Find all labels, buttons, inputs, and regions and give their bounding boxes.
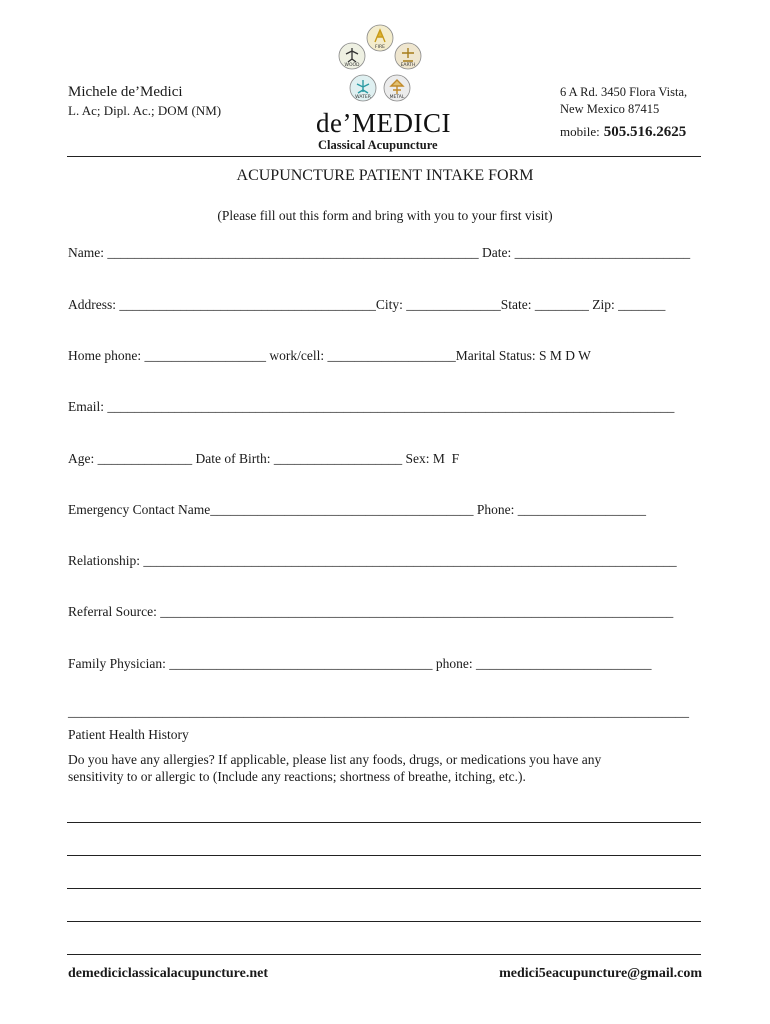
relationship-field-row[interactable]: Relationship: _______________________________________________________________________________: [68, 553, 677, 568]
practitioner-credentials: L. Ac; Dipl. Ac.; DOM (NM): [68, 103, 222, 118]
wood-element-label: WOOD: [344, 63, 360, 68]
mobile-contact: [560, 123, 686, 141]
email-field-row[interactable]: Email: ____________________________________________________________________________________: [68, 399, 675, 414]
age-dob-sex-field-row[interactable]: Age: ______________ Date of Birth: ___________________ Sex: M F: [68, 451, 460, 466]
water-element-label: WATER: [355, 95, 371, 100]
brand-name: de’MEDICI: [316, 108, 451, 138]
email-link[interactable]: medici5eacupuncture@gmail.com: [499, 966, 702, 981]
header-divider: [67, 156, 701, 157]
phone-marital-field-row[interactable]: Home phone: __________________ work/cell: ___________________Marital Status: S M D W: [68, 348, 591, 363]
answer-line[interactable]: [67, 954, 701, 955]
health-history-heading: Patient Health History: [68, 727, 189, 742]
emergency-contact-field-row[interactable]: Emergency Contact Name_______________________________________ Phone: ___________________: [68, 502, 646, 517]
answer-line[interactable]: [67, 921, 701, 922]
name-date-field-row[interactable]: Name: _______________________________________________________ Date: __________________________: [68, 245, 691, 260]
allergy-question-line-1: Do you have any allergies? If applicable, please list any foods, drugs, or medications you have any: [68, 752, 602, 767]
allergy-question-line-2: sensitivity to or allergic to (Include any reactions; shortness of breathe, itching, etc.).: [68, 769, 526, 784]
practitioner-name: Michele de’Medici: [68, 84, 183, 100]
answer-line[interactable]: [67, 888, 701, 889]
answer-line[interactable]: [67, 822, 701, 823]
mobile-label: mobile:: [560, 124, 600, 139]
answer-line[interactable]: [67, 855, 701, 856]
brand-subtitle: Classical Acupuncture: [318, 138, 438, 152]
fire-element-label: FIRE: [375, 45, 385, 50]
form-instructions: (Please fill out this form and bring with you to your first visit): [217, 208, 553, 223]
family-physician-field-row[interactable]: Family Physician: _______________________________________ phone: __________________________: [68, 656, 652, 671]
form-title: ACUPUNCTURE PATIENT INTAKE FORM: [236, 167, 534, 184]
blank-field-row[interactable]: ____________________________________________________________________________________________: [68, 704, 689, 719]
earth-element-label: EARTH: [400, 63, 416, 68]
address-line-2: New Mexico 87415: [560, 102, 660, 116]
address-line-1: 6 A Rd. 3450 Flora Vista,: [560, 85, 688, 99]
five-elements-logo: [330, 22, 440, 110]
website-link[interactable]: demediciclassicalacupuncture.net: [68, 966, 269, 981]
referral-source-field-row[interactable]: Referral Source: ____________________________________________________________________________: [68, 604, 674, 619]
metal-element-label: METAL: [389, 95, 405, 100]
address-field-row[interactable]: Address: ______________________________________City: ______________State: ________ Zip: _______: [68, 297, 666, 312]
mobile-number: 505.516.2625: [603, 124, 687, 140]
